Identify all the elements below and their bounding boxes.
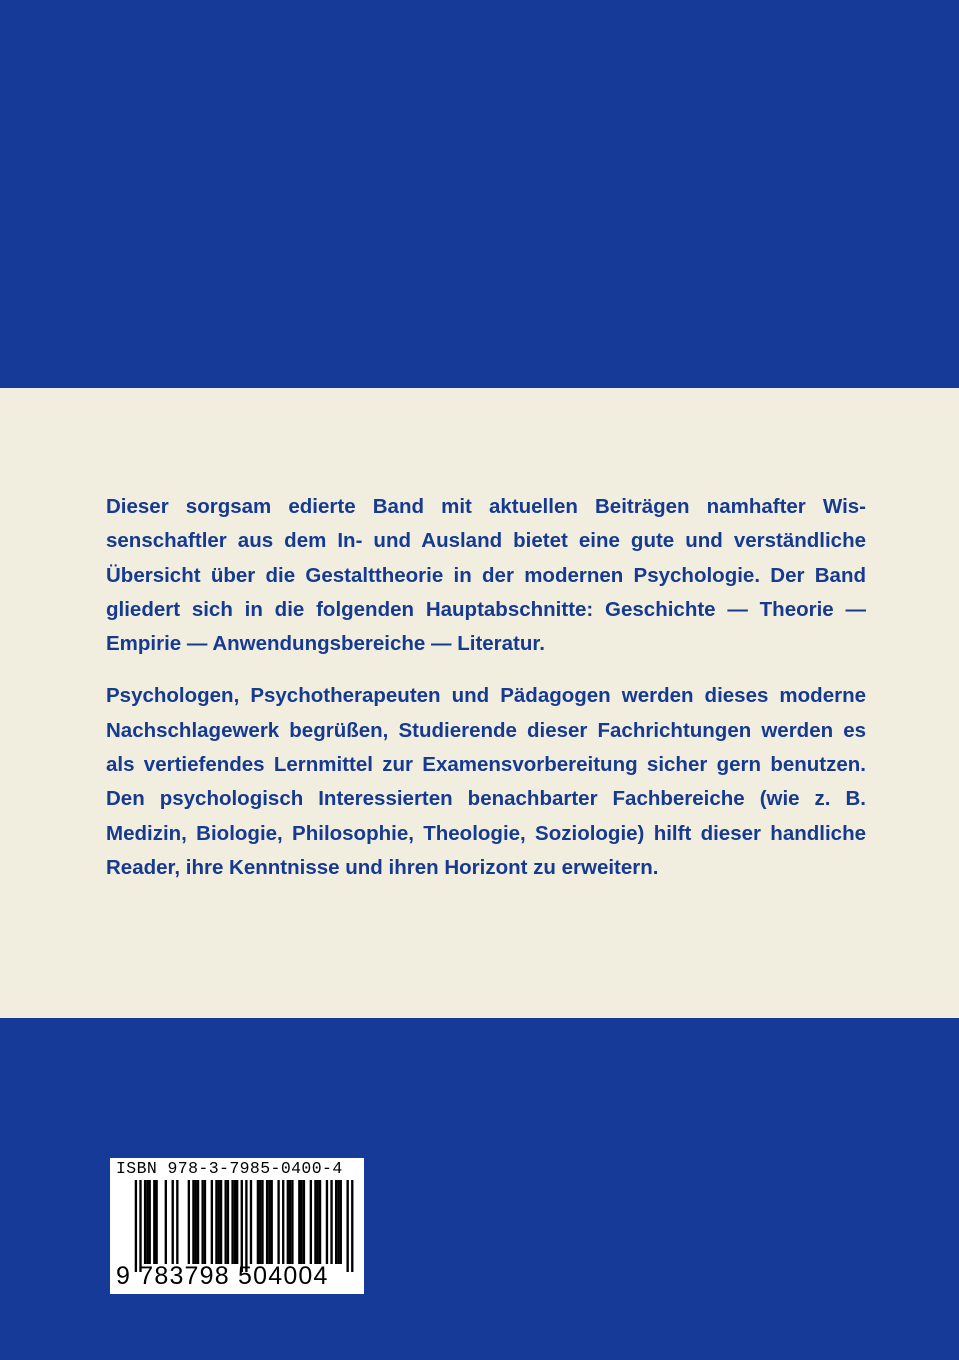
barcode-bar: [298, 1180, 300, 1264]
barcode-bar: [197, 1180, 199, 1264]
barcode-bar: [146, 1180, 148, 1264]
barcode-bar: [236, 1180, 238, 1264]
barcode-bar: [303, 1180, 305, 1264]
barcode-bar: [218, 1180, 220, 1264]
barcode-bar: [314, 1180, 316, 1264]
barcode-bar: [337, 1180, 339, 1264]
barcode-bar: [291, 1180, 293, 1264]
barcode-bar: [144, 1180, 146, 1264]
blurb-paragraph-1: Dieser sorgsam edierte Band mit aktuellen Beiträgen namhafter Wissenschaftler aus dem In- und Ausland bietet eine gute und verständliche Übersicht über die Gestalttheorie in der modernen Psychologie. Der Band gliedert sich in die folgenden Hauptabschnitte: Geschichte — Theorie — Empirie — Anwendungsbereiche — Literatur.: [106, 495, 866, 656]
barcode-bar: [257, 1180, 259, 1264]
blurb-paragraph-2: Psychologen, Psychotherapeuten und Pädagogen werden dieses moderne Nachschlagewerk begrüßen, Studierende dieser Fachrichtungen werden es als vertiefendes Lernmittel zur Examensvorbereitung sicher gern benutzen. Den psychologisch Interessierten benachbarter Fachbereiche (wie z. B. Medizin, Biologie, Philosophie, Theologie, Soziologie) hilft dieser handliche Reader, ihre Kenntnisse und ihren Horizont zu erweitern.: [106, 684, 866, 879]
barcode-bar: [326, 1180, 328, 1264]
barcode-bar: [282, 1180, 284, 1264]
barcode-bar: [340, 1180, 342, 1264]
barcode-bar: [319, 1180, 321, 1264]
barcode-bar: [165, 1180, 167, 1264]
barcode-bar: [250, 1180, 252, 1264]
barcode-bar: [351, 1180, 353, 1272]
blurb-text: [106, 490, 866, 885]
barcode-bar: [268, 1180, 270, 1264]
barcode-bar: [231, 1180, 233, 1264]
barcode-bar: [215, 1180, 217, 1264]
barcode-digits: 9 783798 504004: [116, 1262, 329, 1290]
barcode-bar: [261, 1180, 263, 1264]
barcode-bar: [317, 1180, 319, 1264]
barcode-bar: [277, 1180, 279, 1264]
top-blue-band: [0, 0, 959, 388]
isbn-barcode: [110, 1158, 364, 1294]
barcode-bar: [289, 1180, 291, 1264]
barcode-bar: [192, 1180, 194, 1264]
barcode-bar: [155, 1180, 157, 1264]
barcode-bar: [204, 1180, 206, 1264]
barcode-bar: [211, 1180, 213, 1264]
barcode-bar: [195, 1180, 197, 1264]
barcode-bar: [300, 1180, 302, 1264]
barcode-bar: [188, 1180, 190, 1264]
barcode-bar: [346, 1180, 348, 1272]
barcode-bar: [266, 1180, 268, 1264]
barcode-bar: [153, 1180, 155, 1264]
barcode-bar: [224, 1180, 226, 1264]
barcode-bar: [172, 1180, 174, 1264]
barcode-bar: [330, 1180, 332, 1264]
barcode-bar: [287, 1180, 289, 1264]
barcode-bar: [335, 1180, 337, 1264]
barcode-bar: [271, 1180, 273, 1264]
barcode-bar: [176, 1180, 178, 1264]
barcode-bar: [135, 1180, 137, 1272]
isbn-label: ISBN 978-3-7985-0400-4: [116, 1159, 343, 1178]
barcode-bar: [241, 1180, 243, 1272]
barcode-bar: [201, 1180, 203, 1264]
barcode-bar: [310, 1180, 312, 1264]
barcode-bar: [139, 1180, 141, 1272]
barcode-bar: [234, 1180, 236, 1264]
barcode-bar: [149, 1180, 151, 1264]
barcode-bar: [220, 1180, 222, 1264]
barcode-bar: [245, 1180, 247, 1272]
barcode-bar: [227, 1180, 229, 1264]
barcode-bar: [259, 1180, 261, 1264]
